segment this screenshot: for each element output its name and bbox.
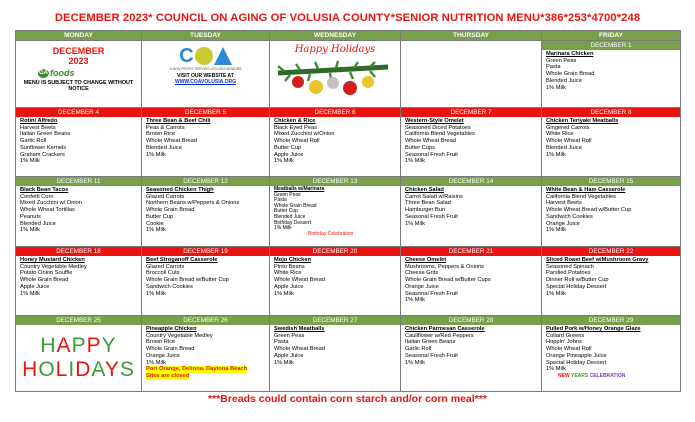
menu-item: Hamburger Bun	[405, 207, 446, 214]
menu-item: Pasta	[274, 197, 287, 204]
menu-item: Potato Onion Souffle	[20, 270, 73, 277]
date-header: DECEMBER 13	[270, 177, 400, 186]
menu-item: Whole Grain Bread w/Butter Cup	[146, 277, 229, 284]
menu-item: Northern Beans w/Peppers & Onions	[146, 200, 240, 207]
week-row	[16, 41, 681, 108]
menu-item: 1% Milk	[405, 220, 425, 227]
main-dish: Cheese Omelet	[405, 257, 447, 263]
menu-item: 1% Milk	[274, 359, 294, 366]
menu-day-cell	[16, 177, 142, 247]
menu-item: Glazed Carrots	[146, 263, 185, 270]
day-header: THURSDAY	[401, 31, 542, 41]
date-header: DECEMBER 1	[542, 41, 680, 50]
menu-day-cell	[16, 108, 142, 177]
week-row	[16, 108, 681, 177]
coa-triangle-icon	[214, 47, 232, 65]
date-header: DECEMBER 25	[16, 316, 141, 325]
menu-item: Sandwich Cookies	[546, 213, 593, 220]
menu-item: Cauliflower w/Red Peppers	[405, 332, 474, 339]
menu-item: Apple Juice	[274, 283, 304, 290]
menu-item: Birthday Dessert	[274, 219, 311, 226]
week-row	[16, 247, 681, 316]
menu-item: Black Eyed Peas	[274, 124, 317, 131]
menu-day-cell	[16, 247, 142, 316]
menu-item: Whole Wheat Bread	[274, 277, 325, 284]
main-dish: Chicken Salad	[405, 187, 444, 193]
main-dish: Rotini Alfredo	[20, 118, 58, 124]
menu-item: Country Vegetable Medley	[20, 263, 87, 270]
week-row	[16, 316, 681, 392]
holiday-image-cell	[270, 41, 401, 108]
menu-item: 1% Milk	[274, 290, 294, 297]
menu-item: Garlic Roll	[20, 138, 47, 145]
menu-item: California Blend Vegetables	[546, 193, 616, 200]
week-row	[16, 177, 681, 247]
menu-item: California Blend Vegetables	[405, 131, 475, 138]
menu-item: Collard Greens	[546, 332, 585, 339]
date-header: DECEMBER 4	[16, 108, 141, 117]
day-header: FRIDAY	[542, 31, 681, 41]
menu-item: Hoppin' Johns	[546, 339, 582, 346]
menu-day-cell	[401, 108, 542, 177]
menu-item: Blended Juice	[20, 220, 56, 227]
menu-item: Special Holiday Dessert	[546, 283, 607, 290]
main-dish: Pulled Pork w/Honey Orange Glaze	[546, 326, 641, 332]
date-header: DECEMBER 21	[401, 247, 541, 256]
logo-cell	[16, 41, 142, 108]
menu-item: 1% Milk	[546, 227, 566, 234]
menu-item: Parslied Potatoes	[546, 270, 591, 277]
menu-day-cell	[270, 247, 401, 316]
menu-item: Butter Cup	[146, 213, 174, 220]
birthday-caption: Birthday Celebration	[308, 230, 354, 237]
menu-item: White Rice	[546, 131, 574, 138]
menu-item: Orange Juice	[146, 352, 180, 359]
date-header: DECEMBER 14	[401, 177, 541, 186]
main-dish: Chicken & Rice	[274, 118, 316, 124]
menu-day-cell	[542, 316, 681, 392]
menu-item: Confetti Corn	[20, 193, 54, 200]
menu-item: 1% Milk	[546, 151, 566, 158]
menu-item: Whole Wheat Roll	[546, 138, 592, 145]
menu-item: 1% Milk	[20, 290, 40, 297]
menu-calendar	[15, 30, 681, 392]
coa-circle-icon	[195, 47, 213, 65]
menu-item: Green Peas	[546, 57, 577, 64]
menu-item: 1% Milk	[546, 84, 566, 91]
menu-item: Whole Wheat Roll	[274, 138, 320, 145]
menu-item: Seasonal Fresh Fruit	[405, 213, 458, 220]
menu-item: Whole Grain Bread	[20, 277, 69, 284]
menu-item: 1% Milk	[274, 225, 292, 232]
main-dish: Western-Style Omelet	[405, 118, 464, 124]
main-dish: Pineapple Chicken	[146, 326, 197, 332]
closure-alert: Sites are closed	[146, 372, 190, 379]
main-dish: White Bean & Ham Casserole	[546, 187, 626, 193]
menu-item: Brown Rice	[146, 339, 176, 346]
menu-item: Blended Juice	[546, 144, 582, 151]
day-header: TUESDAY	[142, 31, 270, 41]
date-header: DECEMBER 6	[270, 108, 400, 117]
coa-cell	[142, 41, 270, 108]
menu-item: Whole Grain Bread	[546, 71, 595, 78]
date-header: DECEMBER 22	[542, 247, 680, 256]
menu-item: Harvest Beets	[20, 124, 56, 131]
menu-item: 1% Milk	[405, 297, 425, 304]
empty-cell	[401, 41, 542, 108]
menu-item: 1% Milk	[274, 158, 294, 165]
closure-alert: Port Orange, Deltona, Daytona Beach	[146, 366, 248, 373]
date-header: DECEMBER 8	[542, 108, 680, 117]
menu-item: Gingered Carrots	[546, 124, 590, 131]
menu-item: Seasoned Spinach	[546, 263, 594, 270]
menu-item: Italian Green Beans	[405, 339, 456, 346]
main-dish: Sliced Roast Beef w/Mushroom Gravy	[546, 257, 649, 263]
menu-item: Special Holiday Dessert	[546, 359, 607, 366]
date-header: DECEMBER 7	[401, 108, 541, 117]
menu-day-cell	[542, 108, 681, 177]
date-header: DECEMBER 5	[142, 108, 269, 117]
menu-item: Whole Wheat Tortillas	[20, 207, 75, 214]
menu-item: Broccoli Cuts	[146, 270, 180, 277]
menu-item: Peanuts	[20, 213, 41, 220]
menu-item: Mixed Zucchini w/ Onion	[20, 200, 82, 207]
menu-item: Blended Juice	[274, 213, 306, 220]
menu-item: Apple Juice	[20, 283, 50, 290]
happy-holidays-banner: Happy Holidays	[294, 44, 376, 55]
menu-item: Dinner Roll w/Butter Cup	[546, 277, 609, 284]
page-title: DECEMBER 2023* COUNCIL ON AGING OF VOLUSIA COUNTY*SENIOR NUTRITION MENU*386*253*4700*248	[54, 12, 641, 24]
menu-item: Cheese Grits	[405, 270, 439, 277]
menu-item: Seasonal Fresh Fruit	[405, 290, 458, 297]
menu-item: Whole Wheat Bread w/Butter Cup	[546, 207, 632, 214]
day-header: WEDNESDAY	[270, 31, 401, 41]
menu-item: Orange Juice	[546, 220, 580, 227]
menu-item: Three Bean Salad	[405, 200, 451, 207]
menu-item: Mixed Zucchini w/Onion	[274, 131, 335, 138]
menu-item: Blended Juice	[146, 144, 182, 151]
menu-item: Green Peas	[274, 332, 305, 339]
menu-item: Blended Juice	[546, 77, 582, 84]
ornament-branch-icon	[270, 55, 400, 99]
menu-item: Garlic Roll	[405, 346, 432, 353]
date-header: DECEMBER 26	[142, 316, 269, 325]
day-header: MONDAY	[16, 31, 142, 41]
menu-day-cell	[401, 316, 542, 392]
date-header: DECEMBER 20	[270, 247, 400, 256]
menu-item: Brown Rice	[146, 131, 176, 138]
main-dish: Honey Mustard Chicken	[20, 257, 85, 263]
date-header: DECEMBER 15	[542, 177, 680, 186]
menu-item: Whole Wheat Bread	[146, 138, 197, 145]
menu-item: Harvest Beets	[546, 200, 582, 207]
menu-day-cell	[270, 108, 401, 177]
menu-item: Country Vegetable Medley	[146, 332, 213, 339]
menu-item: Whole Wheat Bread	[405, 138, 456, 145]
menu-item: Whole Wheat Roll	[546, 346, 592, 353]
menu-item: 1% Milk	[546, 290, 566, 297]
menu-item: 1% Milk	[146, 359, 166, 366]
menu-item: Cookie	[146, 220, 164, 227]
menu-item: Seasoned Diced Potatoes	[405, 124, 471, 131]
menu-item: 1% Milk	[146, 151, 166, 158]
menu-day-cell	[270, 177, 401, 247]
menu-item: 1% Milk	[405, 158, 425, 165]
coa-visit-text: VISIT OUR WEBSITE AT	[177, 73, 234, 79]
menu-item: White Rice	[274, 270, 302, 277]
menu-item: Pinto Beans	[274, 263, 305, 270]
menu-item: Seasonal Fresh Fruit	[405, 352, 458, 359]
menu-day-cell	[542, 41, 681, 108]
menu-item: Whole Grain Bread	[146, 346, 195, 353]
menu-day-cell	[142, 247, 270, 316]
menu-item: Sandwich Cookies	[146, 283, 193, 290]
menu-item: Orange Pineapple Juice	[546, 352, 607, 359]
menu-item: Whole Grain Bread	[274, 202, 317, 209]
main-dish: Swedish Meatballs	[274, 326, 325, 332]
date-header: DECEMBER 19	[142, 247, 269, 256]
menu-item: Mushrooms, Peppers & Onions	[405, 263, 485, 270]
date-header: DECEMBER 18	[16, 247, 141, 256]
main-dish: Mojo Chicken	[274, 257, 311, 263]
ga-mark: GA	[39, 69, 48, 76]
menu-item: 1% Milk	[20, 158, 40, 165]
new-years-caption: NEW YEARS CELEBRATION	[558, 372, 626, 379]
menu-item: 1% Milk	[405, 359, 425, 366]
menu-item: Green Peas	[274, 191, 301, 198]
date-header: DECEMBER 12	[142, 177, 269, 186]
footer-note: ***Breads could contain corn starch and/or corn meal***	[208, 393, 487, 405]
date-header: DECEMBER 28	[401, 316, 541, 325]
menu-day-cell	[142, 177, 270, 247]
menu-day-cell	[542, 247, 681, 316]
date-header: DECEMBER 29	[542, 316, 680, 325]
coa-website-link[interactable]: WWW.COAVOLUSIA.ORG	[174, 79, 236, 85]
main-dish: Black Bean Tacos	[20, 187, 69, 193]
logo-month: DECEMBER	[52, 46, 105, 56]
holidays-text: HOLIDAYS	[22, 358, 135, 381]
menu-item: Whole Grain Bread w/Butter Cups	[405, 277, 491, 284]
main-dish: Meatballs w/Marinara	[274, 186, 325, 192]
happy-text: HAPPY	[40, 334, 117, 357]
menu-item: Carrot Salad w/Raisins	[405, 193, 463, 200]
menu-item: 1% Milk	[146, 227, 166, 234]
menu-item: Butter Cup	[274, 144, 302, 151]
menu-item: Pasta	[546, 64, 561, 71]
menu-item: Glazed Carrots	[146, 193, 185, 200]
main-dish: Three Bean & Beef Chili	[146, 118, 211, 124]
menu-item: Peas & Carrots	[146, 124, 185, 131]
menu-item: Graham Crackers	[20, 151, 65, 158]
menu-item: Sunflower Kernels	[20, 144, 67, 151]
coa-letter-c: C	[179, 45, 194, 67]
menu-item: Butter Cups	[405, 144, 436, 151]
menu-change-notice: MENU IS SUBJECT TO CHANGE WITHOUT NOTICE	[23, 80, 134, 93]
day-header-row	[16, 31, 681, 41]
main-dish: Chicken Teriyaki Meatballs	[546, 118, 619, 124]
menu-item: Pasta	[274, 339, 289, 346]
menu-item: 1% Milk	[20, 227, 40, 234]
menu-item: Whole Wheat Bread	[274, 346, 325, 353]
date-header: DECEMBER 27	[270, 316, 400, 325]
main-dish: Seasoned Chicken Thigh	[146, 187, 214, 193]
main-dish: Chicken Parmesan Casserole	[405, 326, 485, 332]
menu-day-cell	[401, 177, 542, 247]
holiday-cell	[16, 316, 142, 392]
menu-item: Orange Juice	[405, 283, 439, 290]
logo-year: 2023	[68, 56, 89, 66]
coa-logo	[142, 46, 269, 66]
menu-item: Apple Juice	[274, 352, 304, 359]
main-dish: Marinara Chicken	[546, 51, 594, 57]
coa-tagline: A NON-PROFIT SERVING VOLUSIA SENIORS	[169, 67, 242, 71]
menu-item: Seasonal Fresh Fruit	[405, 151, 458, 158]
menu-day-cell	[142, 316, 270, 392]
ga-foods-logo	[38, 68, 141, 78]
menu-day-cell	[270, 316, 401, 392]
menu-item: 1% Milk	[146, 290, 166, 297]
menu-day-cell	[401, 247, 542, 316]
date-header: DECEMBER 11	[16, 177, 141, 186]
main-dish: Beef Stroganoff Casserole	[146, 257, 218, 263]
menu-item: Whole Grain Bread	[146, 207, 195, 214]
menu-day-cell	[542, 177, 681, 247]
menu-item: Butter Cup	[274, 208, 298, 215]
menu-item: Italian Green Beans	[20, 131, 71, 138]
menu-day-cell	[142, 108, 270, 177]
ga-foods-text: foods	[50, 68, 75, 78]
menu-item: Apple Juice	[274, 151, 304, 158]
menu-item: 1% Milk	[546, 366, 566, 373]
